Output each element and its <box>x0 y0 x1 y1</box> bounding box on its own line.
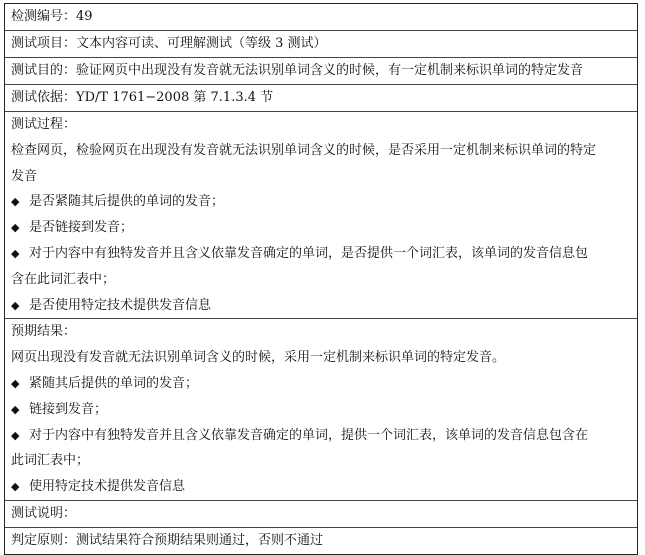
process-bullet-text: 是否链接到发音； <box>29 220 134 236</box>
diamond-bullet-icon: ◆ <box>11 246 20 260</box>
process-bullet-item <box>11 293 631 319</box>
test-basis: 测试依据：YD/T 1761−2008 第 7.1.3.4 节 <box>11 90 274 105</box>
expected-bullet-text: 紧随其后提供的单词的发音； <box>29 375 199 391</box>
diamond-bullet-icon: ◆ <box>11 376 20 390</box>
criteria-text: 判定原则：测试结果符合预期结果则通过，否则不通过 <box>11 532 324 548</box>
diamond-bullet-icon: ◆ <box>11 195 20 209</box>
test-notes-label: 测试说明： <box>11 505 77 521</box>
process-bullet-item <box>11 215 631 241</box>
process-bullet-item <box>11 241 631 267</box>
test-purpose: 测试目的：验证网页中出现没有发音就无法识别单词含义的时候，有一定机制来标识单词的特定发音 <box>11 63 584 78</box>
expected-bullet-item <box>11 474 631 500</box>
diamond-bullet-icon: ◆ <box>11 480 20 494</box>
expected-bullet-item <box>11 423 631 449</box>
process-bullet-continuation: 含在此词汇表中； <box>11 271 116 287</box>
process-bullet-text: 是否使用特定技术提供发音信息 <box>29 297 212 313</box>
test-purpose-row <box>5 57 637 84</box>
process-intro-line-1: 检查网页，检验网页在出现没有发音就无法识别单词含义的时候，是否采用一定机制来标识单词的特定 <box>11 142 597 158</box>
expected-bullet-continuation: 此词汇表中； <box>11 453 90 469</box>
expected-intro: 网页出现没有发音就无法识别单词含义的时候，采用一定机制来标识单词的特定发音。 <box>11 350 506 366</box>
process-bullet-text: 对于内容中有独特发音并且含义依靠发音确定的单词，是否提供一个词汇表，该单词的发音信息包 <box>29 245 589 261</box>
test-notes-row <box>5 500 637 527</box>
test-case-table <box>4 3 638 555</box>
expected-result-section <box>5 318 637 500</box>
expected-bullet-text: 对于内容中有独特发音并且含义依靠发音确定的单词，提供一个词汇表，该单词的发音信息包含在 <box>29 427 589 443</box>
diamond-bullet-icon: ◆ <box>11 298 20 312</box>
process-intro-line-2: 发音 <box>11 168 38 184</box>
test-item: 测试项目：文本内容可读、可理解测试（等级 3 测试） <box>11 36 327 51</box>
diamond-bullet-icon: ◆ <box>11 428 20 442</box>
test-process-section <box>5 111 637 318</box>
process-heading: 测试过程： <box>11 117 77 132</box>
expected-heading: 预期结果： <box>11 324 77 340</box>
expected-bullet-item <box>11 397 631 423</box>
diamond-bullet-icon: ◆ <box>11 402 20 416</box>
expected-bullet-text: 使用特定技术提供发音信息 <box>29 479 186 495</box>
expected-bullet-item <box>11 371 631 397</box>
diamond-bullet-icon: ◆ <box>11 221 20 235</box>
test-basis-row <box>5 84 637 111</box>
process-bullet-text: 是否紧随其后提供的单词的发音； <box>29 194 225 210</box>
test-number-row <box>5 4 637 30</box>
expected-bullet-text: 链接到发音； <box>29 401 108 417</box>
process-bullet-item <box>11 189 631 215</box>
criteria-row <box>5 527 637 554</box>
test-item-row <box>5 30 637 57</box>
test-number: 检测编号：49 <box>11 9 93 24</box>
